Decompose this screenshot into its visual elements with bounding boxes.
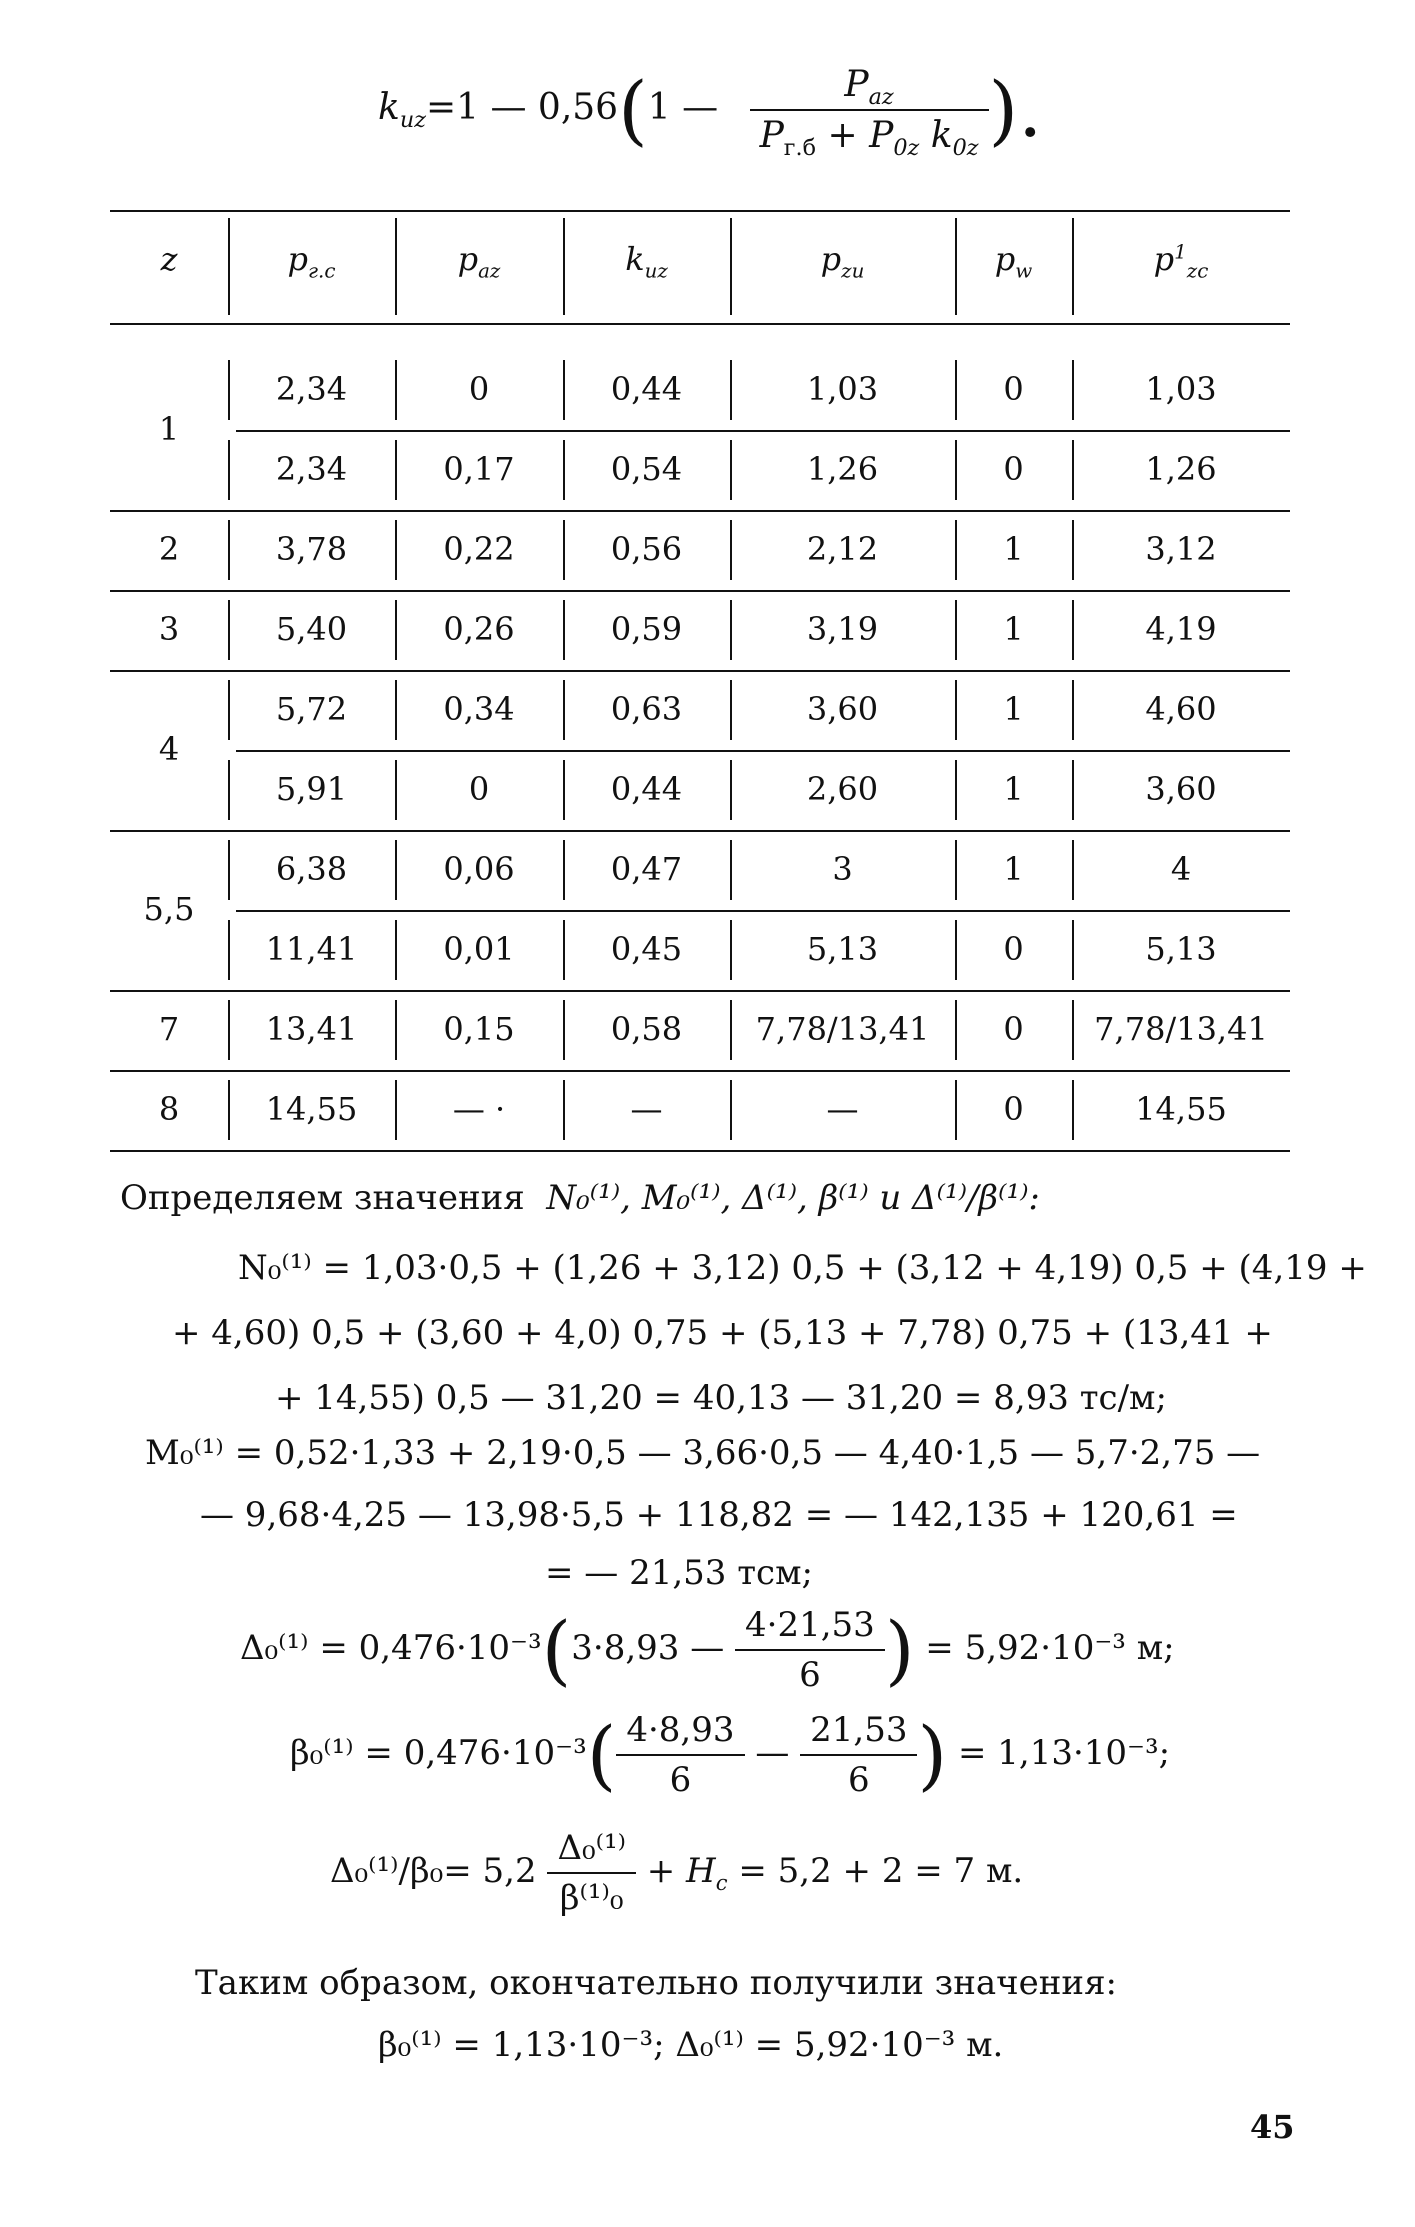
table-cell: 3,60 [1145, 770, 1217, 808]
table-cell: 2,12 [806, 530, 879, 568]
column-divider [395, 680, 397, 740]
column-divider [955, 1080, 957, 1140]
column-divider [228, 680, 230, 740]
table-cell: 1,26 [806, 450, 879, 488]
table-cell: 6,38 [275, 850, 348, 888]
column-divider [395, 1080, 397, 1140]
table-cell: 0 [1003, 450, 1024, 488]
subrow-rule [236, 430, 1290, 432]
one-minus: 1 — [647, 87, 719, 128]
column-divider [730, 920, 732, 980]
header-divider [1072, 218, 1074, 315]
table-cell: 0,45 [610, 930, 683, 968]
table-cell: 1,03 [806, 370, 879, 408]
column-divider [228, 440, 230, 500]
table-cell: — [826, 1090, 859, 1128]
column-divider [730, 760, 732, 820]
table-cell: 0,22 [443, 530, 515, 568]
table-cell: 3,19 [806, 610, 879, 648]
column-divider [730, 840, 732, 900]
column-divider [563, 680, 565, 740]
table-cell: 0,54 [610, 450, 683, 488]
column-divider [563, 440, 565, 500]
column-divider [228, 520, 230, 580]
table-cell: 0,01 [443, 930, 515, 968]
column-divider [730, 600, 732, 660]
table-cell: 0,59 [610, 610, 683, 648]
table-cell: 0,47 [610, 850, 683, 888]
column-divider [563, 360, 565, 420]
table-cell: 0 [1003, 1090, 1024, 1128]
m0-line-3: = — 21,53 тсм; [545, 1553, 813, 1593]
table-top-rule [110, 210, 1290, 212]
header-6: $p_w$ [994, 240, 1033, 283]
table-cell: — [630, 1090, 663, 1128]
n0-line-1: N₀⁽¹⁾ = 1,03·0,5 + (1,26 + 3,12) 0,5 + (3,12 + 4,19) 0,5 + (4,19 + [238, 1248, 1367, 1288]
column-divider [1072, 1000, 1074, 1060]
table-cell: 1,26 [1145, 450, 1217, 488]
column-divider [228, 760, 230, 820]
table-cell: 3,78 [275, 530, 348, 568]
open-paren: ( [618, 65, 648, 154]
table-cell: — · [452, 1090, 506, 1128]
column-divider [228, 360, 230, 420]
n0-line-3: + 14,55) 0,5 — 31,20 = 40,13 — 31,20 = 8,93 тс/м; [275, 1378, 1167, 1418]
table-cell: 4,19 [1145, 610, 1217, 648]
table-cell: 5,72 [275, 690, 348, 728]
table-cell: 0 [468, 770, 490, 808]
table-cell: 0,44 [610, 770, 683, 808]
z-label: 7 [158, 1010, 180, 1048]
column-divider [730, 680, 732, 740]
table-cell: 3 [832, 850, 853, 888]
column-divider [955, 520, 957, 580]
table-cell: 0,15 [443, 1010, 515, 1048]
table-cell: 0,17 [443, 450, 515, 488]
header-7: $p^1_{zc}$ [1153, 240, 1209, 283]
column-divider [228, 840, 230, 900]
column-divider [1072, 760, 1074, 820]
column-divider [1072, 440, 1074, 500]
column-divider [1072, 680, 1074, 740]
table-cell: 14,55 [1135, 1090, 1227, 1128]
table-cell: 1,03 [1145, 370, 1217, 408]
beta-formula: β₀⁽¹⁾ = 0,476·10⁻³( $\frac{4\cdot 8,93}{6}$ — $\frac{21,53}{6}$ ) = 1,13·10⁻³; [290, 1710, 1171, 1800]
subrow-rule [236, 750, 1290, 752]
main-fraction [750, 64, 989, 162]
column-divider [955, 760, 957, 820]
table-cell: 0,26 [443, 610, 515, 648]
group-rule [110, 510, 1290, 512]
header-divider [730, 218, 732, 315]
table-cell: 1 [1003, 530, 1024, 568]
header-divider [563, 218, 565, 315]
column-divider [228, 600, 230, 660]
formula-eq: =1 — 0,56 [425, 87, 619, 128]
table-cell: 14,55 [265, 1090, 358, 1128]
table-cell: 0,44 [610, 370, 683, 408]
column-divider [1072, 520, 1074, 580]
column-divider [563, 920, 565, 980]
table-cell: 4 [1170, 850, 1192, 888]
header-1: z [160, 240, 178, 278]
table-cell: 2,60 [806, 770, 879, 808]
column-divider [730, 440, 732, 500]
column-divider [730, 1000, 732, 1060]
column-divider [228, 920, 230, 980]
column-divider [955, 440, 957, 500]
column-divider [395, 360, 397, 420]
table-cell: 0 [1003, 370, 1024, 408]
table-cell: 0 [1003, 1010, 1024, 1048]
column-divider [563, 520, 565, 580]
column-divider [563, 600, 565, 660]
table-cell: 7,78/13,41 [1094, 1010, 1268, 1048]
column-divider [1072, 1080, 1074, 1140]
column-divider [955, 840, 957, 900]
fraction-denominator: $P_{г.б} + P_{0z}$ $k_{0z}$ [759, 115, 979, 162]
delta-formula: Δ₀⁽¹⁾ = 0,476·10⁻³(3·8,93 — $\frac{4\cdot 21,53}{6}$ ) = 5,92·10⁻³ м; [240, 1605, 1175, 1695]
z-label: 8 [158, 1090, 180, 1128]
final-values: β₀⁽¹⁾ = 1,13·10⁻³; Δ₀⁽¹⁾ = 5,92·10⁻³ м. [378, 2025, 1004, 2065]
table-cell: 1 [1003, 690, 1024, 728]
table-cell: 2,34 [275, 450, 348, 488]
table-cell: 0 [1003, 930, 1024, 968]
table-cell: 5,13 [806, 930, 879, 968]
table-cell: 3,12 [1145, 530, 1217, 568]
column-divider [955, 680, 957, 740]
header-5: $p_{zu}$ [820, 240, 865, 283]
group-rule [110, 830, 1290, 832]
z-label: 2 [158, 530, 180, 568]
table-header-rule [110, 323, 1290, 325]
m0-line-1: M₀⁽¹⁾ = 0,52·1,33 + 2,19·0,5 — 3,66·0,5 — 4,40·1,5 — 5,7·2,75 — [145, 1433, 1261, 1473]
column-divider [1072, 600, 1074, 660]
column-divider [563, 1000, 565, 1060]
column-divider [1072, 840, 1074, 900]
intro-line: Определяем значения N₀⁽¹⁾, M₀⁽¹⁾, Δ⁽¹⁾, β⁽¹⁾ и Δ⁽¹⁾/β⁽¹⁾: [120, 1178, 1040, 1218]
table-cell: 0,56 [610, 530, 683, 568]
table-cell: 0,34 [443, 690, 515, 728]
column-divider [563, 1080, 565, 1140]
header-divider [955, 218, 957, 315]
group-rule [110, 590, 1290, 592]
table-cell: 1 [1003, 770, 1024, 808]
close-paren: ). [988, 65, 1043, 154]
column-divider [395, 840, 397, 900]
column-divider [395, 440, 397, 500]
m0-line-2: — 9,68·4,25 — 13,98·5,5 + 118,82 = — 142,135 + 120,61 = [200, 1495, 1238, 1535]
column-divider [730, 520, 732, 580]
group-rule [110, 990, 1290, 992]
z-label: 3 [158, 610, 180, 648]
conclusion-line: Таким образом, окончательно получили значения: [195, 1963, 1117, 2003]
column-divider [730, 1080, 732, 1140]
top-formula [378, 64, 1043, 162]
column-divider [563, 840, 565, 900]
header-4: $k_{uz}$ [625, 240, 668, 283]
table-cell: 2,34 [275, 370, 348, 408]
group-rule [110, 1070, 1290, 1072]
column-divider [395, 1000, 397, 1060]
header-3: $p_{az}$ [457, 240, 501, 283]
n0-line-2: + 4,60) 0,5 + (3,60 + 4,0) 0,75 + (5,13 + 7,78) 0,75 + (13,41 + [172, 1313, 1273, 1353]
table-cell: 0,58 [610, 1010, 683, 1048]
table-cell: 11,41 [265, 930, 358, 968]
table-cell: 3,60 [806, 690, 879, 728]
column-divider [395, 600, 397, 660]
fraction-numerator: $P_{az}$ [750, 64, 989, 111]
table-cell: 5,13 [1145, 930, 1217, 968]
ratio-formula: Δ₀⁽¹⁾/β₀= 5,2 $\frac{\text{Δ₀⁽¹⁾}}{\text{β⁽¹⁾₀}}$ + $H_c = 5,2 + 2 = 7$ м. [330, 1828, 1024, 1918]
table-cell: 0 [468, 370, 490, 408]
z-label: 1 [158, 410, 180, 448]
table-cell: 0,63 [610, 690, 683, 728]
z-label: 4 [158, 730, 180, 768]
group-rule [110, 670, 1290, 672]
header-divider [395, 218, 397, 315]
column-divider [395, 920, 397, 980]
table-cell: 4,60 [1145, 690, 1217, 728]
header-divider [228, 218, 230, 315]
z-label: 5,5 [143, 890, 195, 928]
column-divider [563, 760, 565, 820]
column-divider [730, 360, 732, 420]
column-divider [955, 600, 957, 660]
column-divider [228, 1080, 230, 1140]
subrow-rule [236, 910, 1290, 912]
table-cell: 0,06 [443, 850, 515, 888]
table-cell: 5,40 [275, 610, 348, 648]
column-divider [955, 1000, 957, 1060]
header-2: $p_{г.с}$ [287, 240, 336, 283]
table-cell: 13,41 [265, 1010, 358, 1048]
k-uz-symbol: $k_{uz}$ [378, 87, 426, 134]
column-divider [955, 920, 957, 980]
page-number: 45 [1250, 2108, 1295, 2146]
column-divider [955, 360, 957, 420]
column-divider [1072, 360, 1074, 420]
column-divider [395, 520, 397, 580]
table-cell: 5,91 [275, 770, 348, 808]
column-divider [1072, 920, 1074, 980]
table-cell: 7,78/13,41 [755, 1010, 930, 1048]
column-divider [228, 1000, 230, 1060]
group-rule [110, 1150, 1290, 1152]
table-cell: 1 [1003, 850, 1024, 888]
table-cell: 1 [1003, 610, 1024, 648]
column-divider [395, 760, 397, 820]
